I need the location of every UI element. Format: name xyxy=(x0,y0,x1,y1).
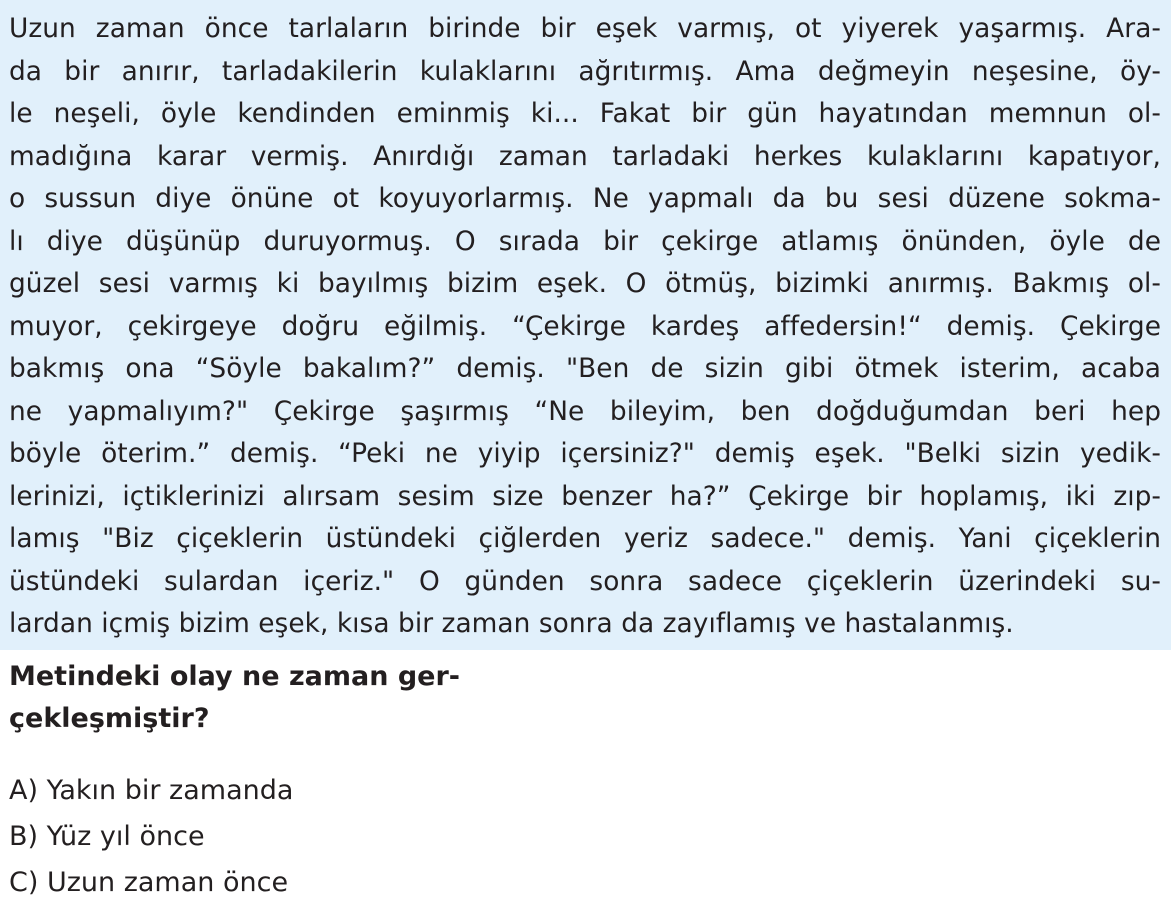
passage-line: böyle öterim.” demiş. “Peki ne yiyip içersiniz?" demiş eşek. "Belki sizin yedik- xyxy=(9,438,1161,469)
passage-line: bakmış ona “Söyle bakalım?” demiş. "Ben de sizin gibi ötmek isterim, acaba xyxy=(9,353,1161,384)
passage-line: lamış "Biz çiçeklerin üstündeki çiğlerden yeriz sadece." demiş. Yani çiçeklerin xyxy=(9,523,1161,554)
option-c[interactable]: C) Uzun zaman önce xyxy=(9,867,289,898)
passage-line: üstündeki sulardan içeriz." O günden sonra sadece çiçeklerin üzerindeki su- xyxy=(9,565,1161,597)
passage-line: lı diye düşünüp duruyormuş. O sırada bir çekirge atlamış önünden, öyle de xyxy=(9,225,1161,257)
passage-line-last: lardan içmiş bizim eşek, kısa bir zaman sonra da zayıflamış ve hastalanmış. xyxy=(9,608,1014,639)
passage-line: Uzun zaman önce tarlaların birinde bir eşek varmış, ot yiyerek yaşarmış. Ara- xyxy=(9,13,1161,44)
passage-line: lerinizi, içtiklerinizi alırsam sesim size benzer ha?” Çekirge bir hoplamış, iki zıp- xyxy=(9,480,1161,512)
passage-line: ne yapmalıyım?" Çekirge şaşırmış “Ne bileyim, ben doğduğumdan beri hep xyxy=(9,395,1161,427)
answer-options xyxy=(9,768,293,906)
question-line: Metindeki olay ne zaman ger- xyxy=(9,661,461,692)
passage-line: muyor, çekirgeye doğru eğilmiş. “Çekirge kardeş affedersin!“ demiş. Çekirge xyxy=(9,310,1161,342)
question-prompt xyxy=(9,656,529,740)
option-b[interactable]: B) Yüz yıl önce xyxy=(9,821,205,852)
passage-line: madığına karar vermiş. Anırdığı zaman tarladaki herkes kulaklarını kapatıyor, xyxy=(9,140,1161,172)
passage-line: le neşeli, öyle kendinden eminmiş ki... Fakat bir gün hayatından memnun ol- xyxy=(9,98,1161,129)
question-line: çekleşmiştir? xyxy=(9,703,210,734)
passage-line: güzel sesi varmış ki bayılmış bizim eşek. O ötmüş, bizimki anırmış. Bakmış ol- xyxy=(9,268,1161,299)
passage-line: o sussun diye önüne ot koyuyorlarmış. Ne yapmalı da bu sesi düzene sokma- xyxy=(9,183,1161,214)
option-a[interactable]: A) Yakın bir zamanda xyxy=(9,775,294,806)
passage-line: da bir anırır, tarladakilerin kulaklarını ağrıtırmış. Ama değmeyin neşesine, öy- xyxy=(9,55,1161,87)
